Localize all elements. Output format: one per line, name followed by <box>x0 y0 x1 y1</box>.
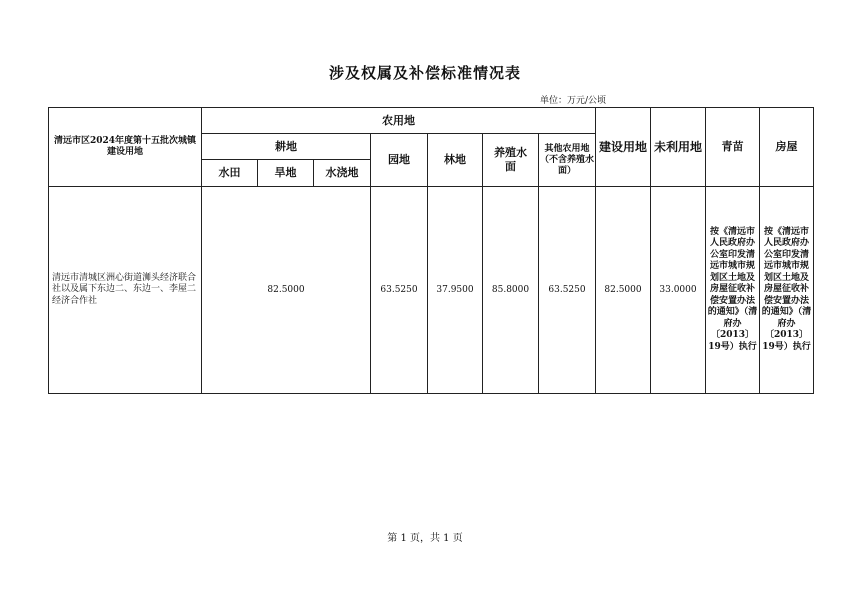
header-forest: 林地 <box>428 134 483 187</box>
header-paddy: 水田 <box>202 160 258 187</box>
cell-housing: 按《清远市人民政府办公室印发清远市城市规划区土地及房屋征收补偿安置办法的通知》（清府办〔2013〕19号）执行 <box>760 187 814 394</box>
cell-forest: 37.9500 <box>428 187 483 394</box>
header-dry: 旱地 <box>258 160 314 187</box>
header-irrigated: 水浇地 <box>314 160 371 187</box>
cell-construction: 82.5000 <box>596 187 651 394</box>
header-agri: 农用地 <box>202 108 596 134</box>
table-row <box>49 187 814 394</box>
header-aquaculture: 养殖水面 <box>483 134 539 187</box>
header-housing: 房屋 <box>760 108 814 187</box>
cell-aquaculture: 85.8000 <box>483 187 539 394</box>
unit-label: 单位：万元/公顷 <box>540 96 607 106</box>
header-crops: 青苗 <box>706 108 760 187</box>
cell-crops: 按《清远市人民政府办公室印发清远市城市规划区土地及房屋征收补偿安置办法的通知》（清府办〔2013〕19号）执行 <box>706 187 760 394</box>
header-project: 清远市区2024年度第十五批次城镇建设用地 <box>49 108 202 187</box>
page-footer: 第 1 页，共 1 页 <box>387 533 463 544</box>
document-title: 涉及权属及补偿标准情况表 <box>328 64 521 82</box>
compensation-table <box>48 107 814 394</box>
cell-other-agri: 63.5250 <box>539 187 596 394</box>
header-garden: 园地 <box>371 134 428 187</box>
cell-cultivated: 82.5000 <box>202 187 371 394</box>
header-other-agri: 其他农用地（不含养殖水面） <box>539 134 596 187</box>
header-construction: 建设用地 <box>596 108 651 187</box>
cell-area: 清远市清城区洲心街道浉头经济联合社以及属下东边二、东边一、李屋二经济合作社 <box>49 187 202 394</box>
header-cultivated: 耕地 <box>202 134 371 160</box>
cell-unused: 33.0000 <box>651 187 706 394</box>
cell-garden: 63.5250 <box>371 187 428 394</box>
header-unused: 未利用地 <box>651 108 706 187</box>
